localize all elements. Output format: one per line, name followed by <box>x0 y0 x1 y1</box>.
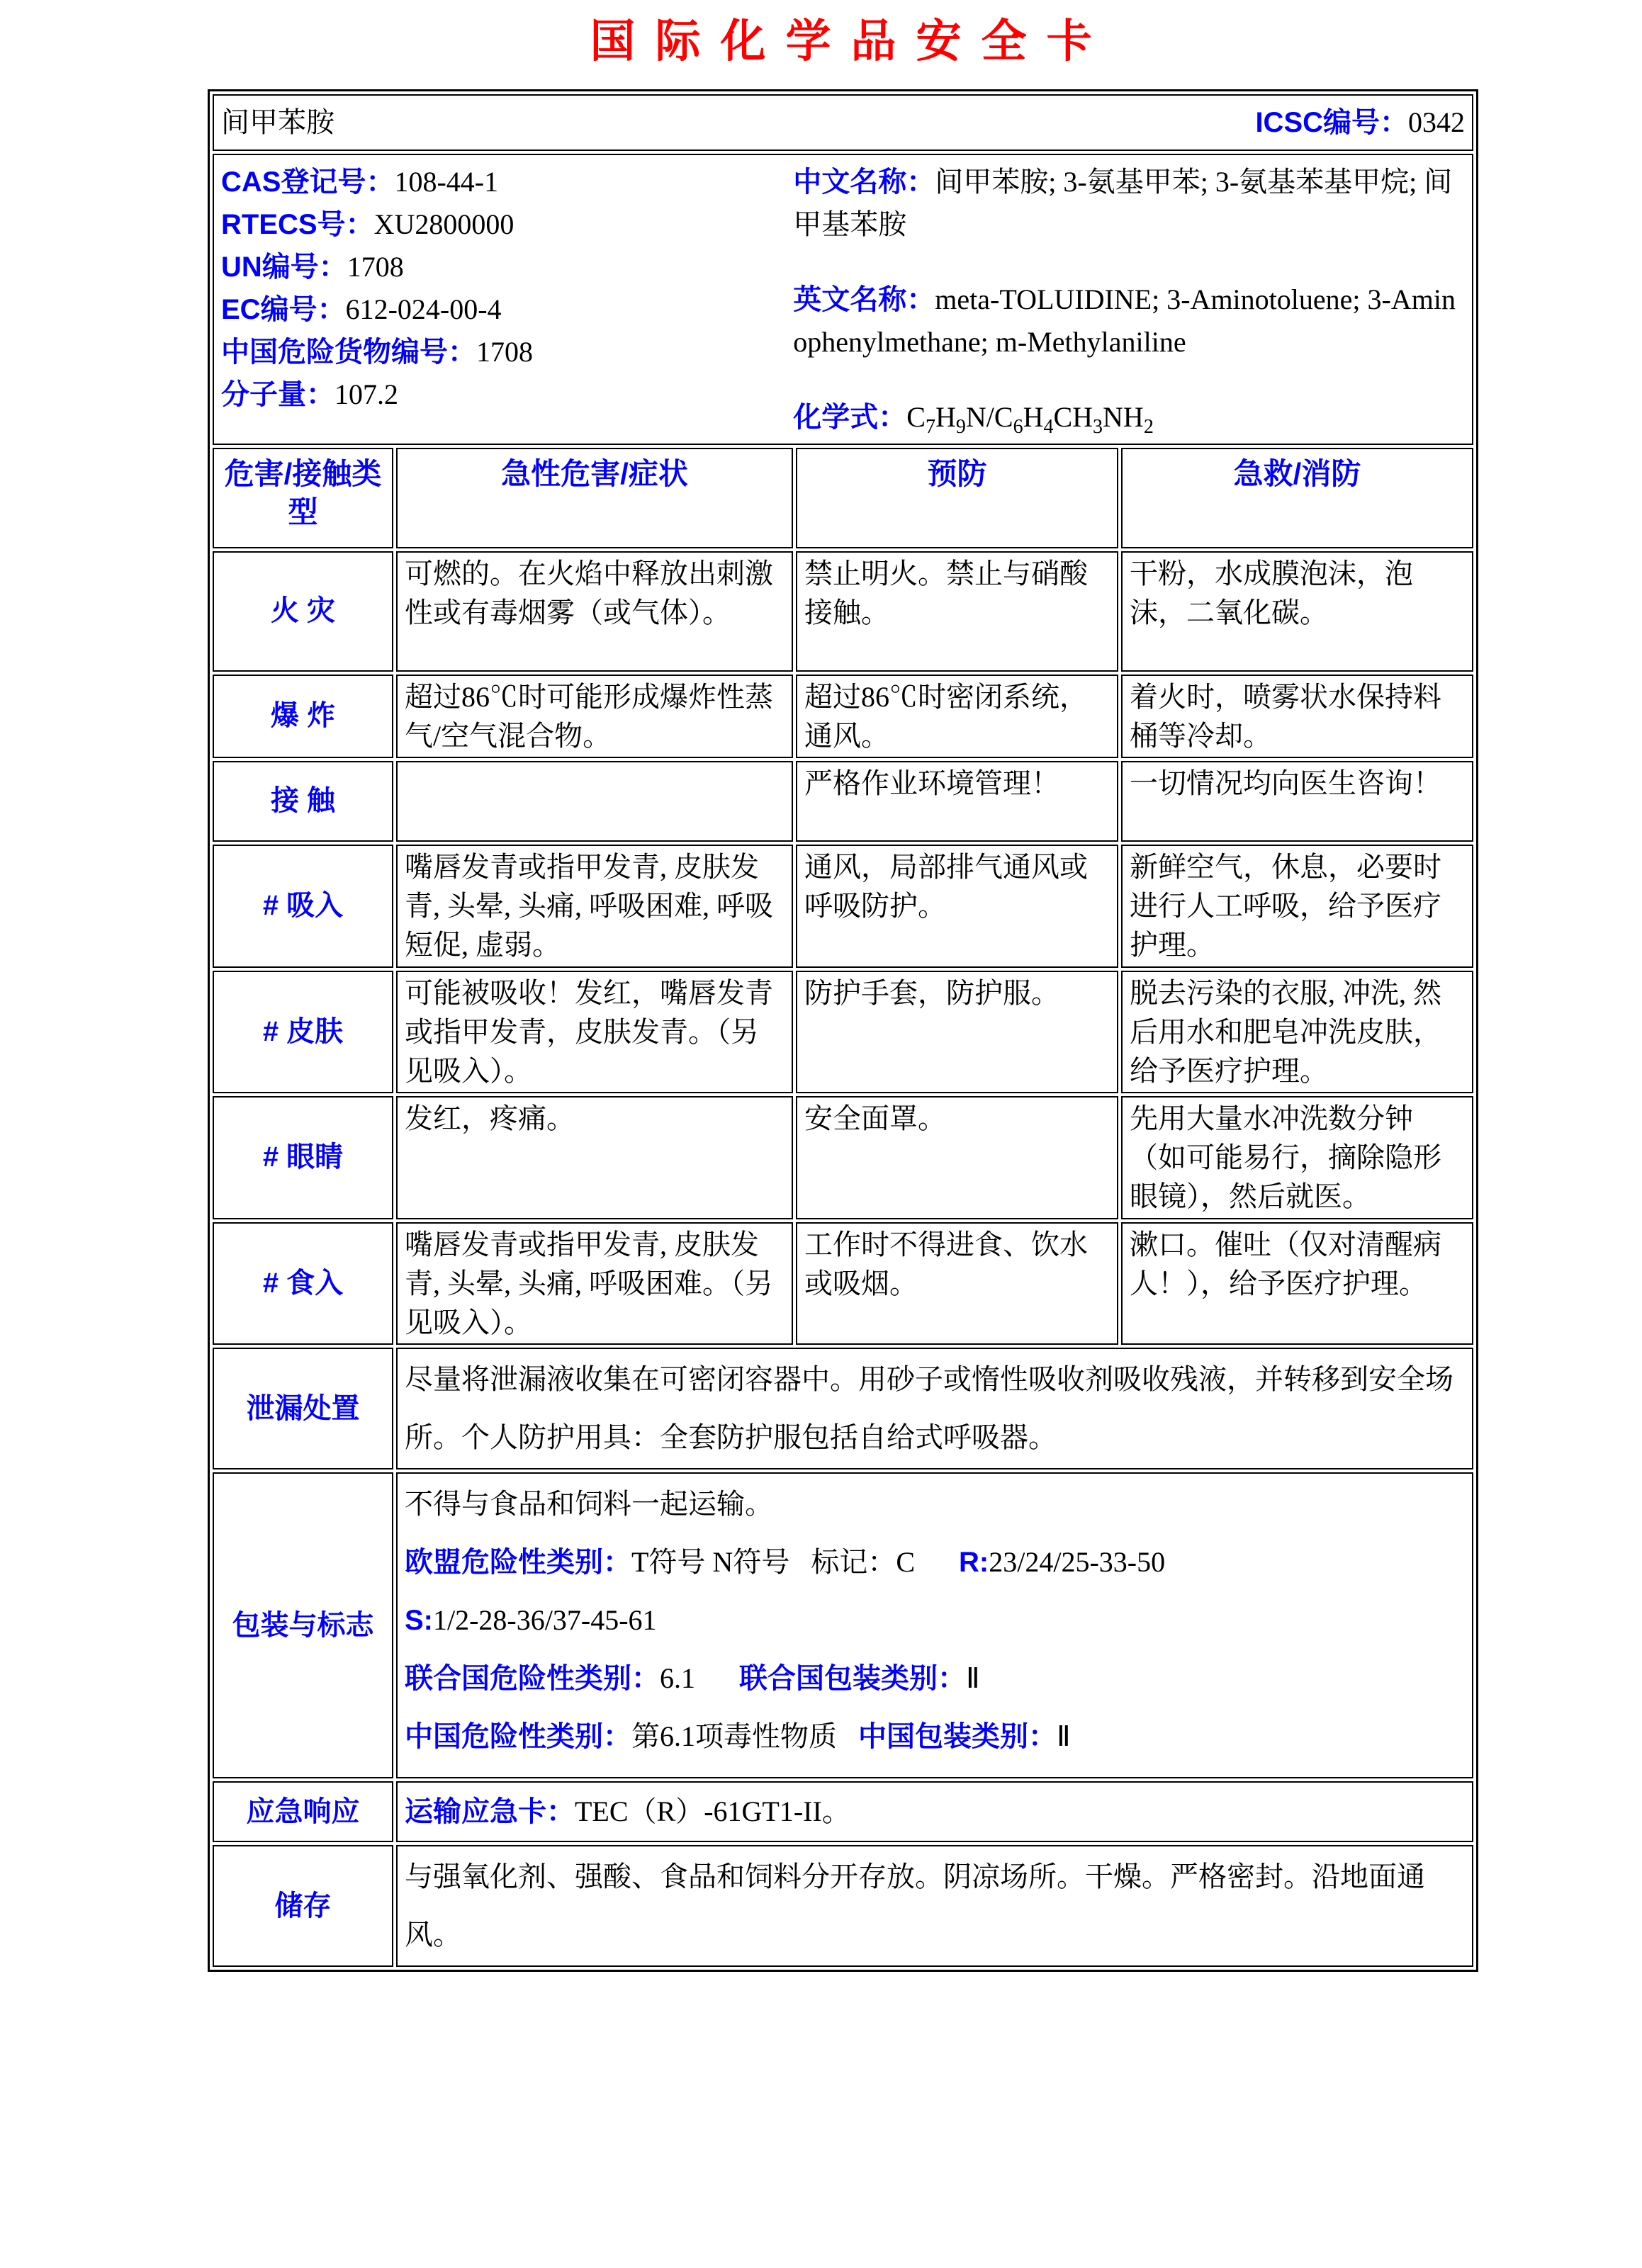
contact-prevention-cell: 严格作业环境管理！ <box>796 761 1118 842</box>
chinese-name-label: 中文名称： <box>793 166 935 198</box>
mol-weight-value: 107.2 <box>334 378 398 410</box>
safety-card-table <box>208 89 1478 1973</box>
contact-row-label: 接 触 <box>213 761 393 842</box>
ingestion-row <box>213 1222 1473 1345</box>
explosion-symptoms-cell: 超过86℃时可能形成爆炸性蒸气/空气混合物。 <box>396 675 793 758</box>
explosion-row-label: 爆 炸 <box>213 675 393 758</box>
eu-mark-value: C <box>896 1546 916 1579</box>
storage-row <box>213 1845 1473 1967</box>
un-class-line <box>405 1649 1465 1708</box>
ingestion-firstaid-cell: 漱口。催吐（仅对清醒病人！），给予医疗护理。 <box>1121 1222 1473 1345</box>
r-phrases-value: 23/24/25-33-50 <box>989 1546 1166 1579</box>
packaging-row-label: 包装与标志 <box>213 1472 393 1778</box>
name-list <box>793 161 1465 442</box>
un-pack-value: Ⅱ <box>966 1662 980 1695</box>
identifiers-cell <box>213 154 1473 445</box>
chinese-name-field <box>793 161 1465 246</box>
un-label: UN编号： <box>221 251 347 283</box>
icsc-number-value: 0342 <box>1408 106 1466 138</box>
cn-pack-label: 中国包装类别： <box>858 1721 1057 1753</box>
formula-value: $C_7H_9N/C_6H_4CH_3NH_2$ <box>906 400 1154 438</box>
cn-dangerous-goods-label: 中国危险货物编号： <box>221 336 476 368</box>
un-value: 1708 <box>347 250 404 283</box>
skin-symptoms-cell: 可能被吸收！发红，嘴唇发青或指甲发青，皮肤发青。（另见吸入）。 <box>396 971 793 1094</box>
eyes-symptoms-cell: 发红，疼痛。 <box>396 1096 793 1219</box>
ec-field <box>221 288 793 331</box>
fire-prevention-cell: 禁止明火。禁止与硝酸接触。 <box>796 551 1118 672</box>
rtecs-field <box>221 203 793 246</box>
skin-row-label: # 皮肤 <box>213 971 393 1094</box>
column-header-firstaid: 急救/消防 <box>1121 448 1473 548</box>
cn-class-line <box>405 1708 1465 1766</box>
eyes-firstaid-cell: 先用大量水冲洗数分钟（如可能易行，摘除隐形眼镜），然后就医。 <box>1121 1096 1473 1219</box>
inhalation-prevention-cell: 通风，局部排气通风或呼吸防护。 <box>796 845 1118 968</box>
english-name-field <box>793 278 1465 363</box>
page-title: 国际化学品安全卡 <box>590 16 1112 67</box>
inhalation-row-label: # 吸入 <box>213 845 393 968</box>
inhalation-symptoms-cell: 嘴唇发青或指甲发青, 皮肤发青, 头晕, 头痛, 呼吸困难, 呼吸短促, 虚弱。 <box>396 845 793 968</box>
column-header-hazard-type: 危害/接触类型 <box>213 448 393 548</box>
eu-hazard-value: T符号 N符号 <box>631 1546 790 1579</box>
explosion-firstaid-cell: 着火时，喷雾状水保持料桶等冷却。 <box>1121 675 1473 758</box>
r-phrases-label: R: <box>959 1547 989 1579</box>
s-phrases-line <box>405 1591 1465 1649</box>
column-header-prevention: 预防 <box>796 448 1118 548</box>
ec-value: 612-024-00-4 <box>345 293 502 325</box>
emergency-content-cell <box>396 1781 1473 1842</box>
storage-content-cell: 与强氧化剂、强酸、食品和饲料分开存放。阴凉场所。干燥。严格密封。沿地面通风。 <box>396 1845 1473 1967</box>
storage-row-label: 储存 <box>213 1845 393 1967</box>
ec-label: EC编号： <box>221 293 346 325</box>
spill-row-label: 泄漏处置 <box>213 1348 393 1469</box>
rtecs-value: XU2800000 <box>373 208 514 240</box>
packaging-row <box>213 1472 1473 1778</box>
cas-label: CAS登记号： <box>221 166 395 198</box>
icsc-number-label: ICSC编号： <box>1255 106 1409 138</box>
identifier-list <box>221 161 793 442</box>
transport-card-value: TEC（R）-61GT1-II。 <box>575 1795 850 1828</box>
cn-class-value: 第6.1项毒性物质 <box>631 1720 837 1753</box>
s-phrases-value: 1/2-28-36/37-45-61 <box>433 1604 657 1637</box>
transport-card-label: 运输应急卡： <box>405 1796 575 1828</box>
fire-symptoms-cell: 可燃的。在火焰中释放出刺激性或有毒烟雾（或气体）。 <box>396 551 793 672</box>
contact-row <box>213 761 1473 842</box>
explosion-row <box>213 675 1473 758</box>
formula-label: 化学式： <box>793 401 907 433</box>
cas-value: 108-44-1 <box>394 165 499 198</box>
cn-pack-value: Ⅱ <box>1057 1720 1071 1753</box>
contact-firstaid-cell: 一切情况均向医生咨询！ <box>1121 761 1473 842</box>
ingestion-row-label: # 食入 <box>213 1222 393 1345</box>
icsc-number <box>1255 103 1465 142</box>
identifiers-row <box>213 154 1473 445</box>
eyes-row-label: # 眼睛 <box>213 1096 393 1219</box>
mol-weight-label: 分子量： <box>221 378 334 410</box>
skin-firstaid-cell: 脱去污染的衣服, 冲洗, 然后用水和肥皂冲洗皮肤，给予医疗护理。 <box>1121 971 1473 1094</box>
eu-hazard-line <box>405 1533 1465 1591</box>
fire-row <box>213 551 1473 672</box>
ingestion-prevention-cell: 工作时不得进食、饮水或吸烟。 <box>796 1222 1118 1345</box>
eyes-row <box>213 1096 1473 1219</box>
s-phrases-label: S: <box>405 1605 433 1637</box>
rtecs-label: RTECS号： <box>221 208 374 240</box>
un-class-value: 6.1 <box>660 1662 695 1695</box>
emergency-row <box>213 1781 1473 1842</box>
spill-row <box>213 1348 1473 1469</box>
english-name-value: meta-TOLUIDINE; 3-Aminotoluene; 3-Aminophenylmethane; m-Methylaniline <box>793 283 1456 358</box>
eyes-prevention-cell: 安全面罩。 <box>796 1096 1118 1219</box>
skin-row <box>213 971 1473 1094</box>
explosion-prevention-cell: 超过86℃时密闭系统，通风。 <box>796 675 1118 758</box>
packaging-transport-note: 不得与食品和饲料一起运输。 <box>405 1488 773 1521</box>
english-name-label: 英文名称： <box>793 283 935 315</box>
cn-dangerous-goods-field <box>221 331 793 373</box>
cn-class-label: 中国危险性类别： <box>405 1721 631 1753</box>
formula-field <box>793 396 1465 442</box>
substance-name: 间甲苯胺 <box>221 106 334 138</box>
un-pack-label: 联合国包装类别： <box>739 1663 966 1695</box>
cas-field <box>221 161 793 203</box>
eu-hazard-label: 欧盟危险性类别： <box>405 1547 631 1579</box>
column-header-symptoms: 急性危害/症状 <box>396 448 793 548</box>
un-field <box>221 246 793 288</box>
inhalation-firstaid-cell: 新鲜空气，休息，必要时进行人工呼吸，给予医疗护理。 <box>1121 845 1473 968</box>
hazard-column-header-row <box>213 448 1473 548</box>
inhalation-row <box>213 845 1473 968</box>
contact-symptoms-cell <box>396 761 793 842</box>
skin-prevention-cell: 防护手套，防护服。 <box>796 971 1118 1094</box>
fire-row-label: 火 灾 <box>213 551 393 672</box>
ingestion-symptoms-cell: 嘴唇发青或指甲发青, 皮肤发青, 头晕, 头痛, 呼吸困难。（另见吸入）。 <box>396 1222 793 1345</box>
emergency-row-label: 应急响应 <box>213 1781 393 1842</box>
eu-mark-label: 标记： <box>811 1546 896 1579</box>
cn-dangerous-goods-value: 1708 <box>476 335 533 368</box>
substance-header-cell <box>213 94 1473 151</box>
mol-weight-field <box>221 373 793 416</box>
un-class-label: 联合国危险性类别： <box>405 1663 660 1695</box>
fire-firstaid-cell: 干粉，水成膜泡沫，泡沫，二氧化碳。 <box>1121 551 1473 672</box>
packaging-content-cell <box>396 1472 1473 1778</box>
substance-header-row <box>213 94 1473 151</box>
spill-content-cell: 尽量将泄漏液收集在可密闭容器中。用砂子或惰性吸收剂吸收残液，并转移到安全场所。个人防护用具：全套防护服包括自给式呼吸器。 <box>396 1348 1473 1469</box>
chinese-name-value: 间甲苯胺; 3-氨基甲苯; 3-氨基苯基甲烷; 间甲基苯胺 <box>793 165 1453 240</box>
